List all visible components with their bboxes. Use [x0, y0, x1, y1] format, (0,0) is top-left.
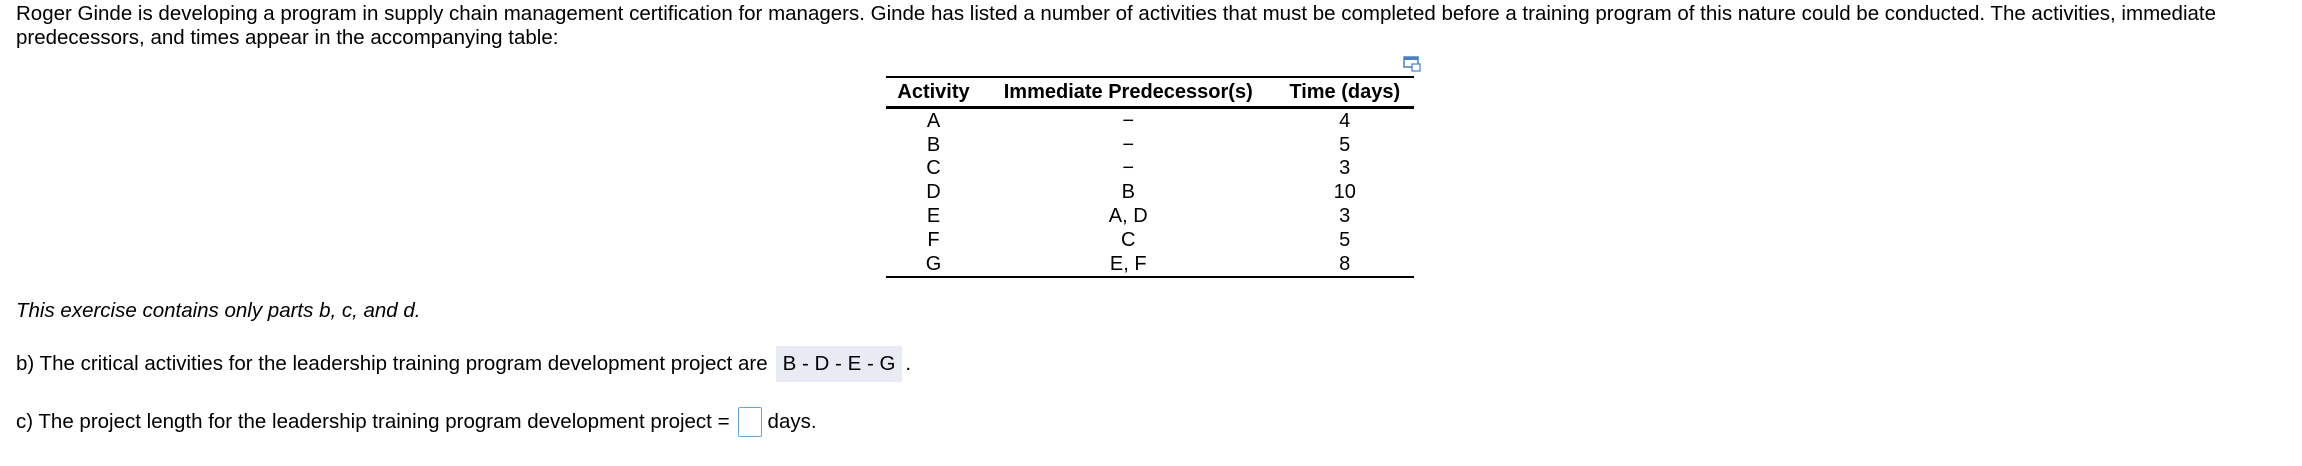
activity-table-container: [886, 76, 1414, 278]
project-length-input[interactable]: [738, 407, 762, 437]
cell-time: 3: [1339, 157, 1351, 180]
cell-predecessors: −: [1122, 133, 1135, 156]
part-c-suffix: days.: [767, 410, 817, 433]
cell-time: 8: [1275, 252, 1414, 277]
part-b-answer[interactable]: B - D - E - G: [776, 346, 903, 382]
cell-activity: F: [927, 228, 940, 251]
cell-time: 5: [1339, 133, 1351, 156]
table-header-row: [886, 77, 1414, 108]
part-b-suffix: .: [905, 352, 912, 375]
cell-predecessors: −: [1122, 109, 1135, 132]
cell-activity: B: [926, 133, 941, 156]
table-row: [886, 157, 1414, 181]
header-activity: Activity: [886, 77, 981, 108]
cell-time: 4: [1339, 109, 1351, 132]
cell-activity: A: [926, 109, 941, 132]
table-row: [886, 252, 1414, 277]
header-predecessors: Immediate Predecessor(s): [981, 77, 1275, 108]
table-row: [886, 204, 1414, 228]
cell-predecessors: C: [1121, 228, 1136, 251]
cell-predecessors: B: [1121, 181, 1135, 204]
cell-predecessors: A, D: [1108, 205, 1148, 228]
table-row: [886, 228, 1414, 252]
cell-predecessors: −: [1122, 157, 1135, 180]
cell-activity: D: [926, 181, 941, 204]
cell-time: 10: [1333, 181, 1356, 204]
table-row: [886, 108, 1414, 133]
part-b-question: [16, 346, 911, 382]
part-b-prompt: b) The critical activities for the leadership training program development project are: [16, 352, 768, 375]
expand-table-icon[interactable]: [1403, 56, 1421, 72]
cell-activity: E: [926, 205, 941, 228]
header-time: Time (days): [1275, 77, 1414, 108]
part-c-question: [16, 405, 817, 439]
cell-time: 3: [1339, 205, 1351, 228]
table-row: [886, 180, 1414, 204]
activity-table: [886, 76, 1414, 278]
part-c-prompt: c) The project length for the leadership training program development project =: [16, 410, 730, 433]
problem-intro: Roger Ginde is developing a program in supply chain management certification for managers. Ginde has listed a number of activities that must be completed before a training program of this nature could be conducted. The activities, immediate predecessors, and times appear in the accompanying table:: [16, 2, 2216, 49]
cell-activity: G: [886, 252, 981, 277]
cell-activity: C: [926, 157, 941, 180]
cell-time: 5: [1339, 228, 1351, 251]
cell-predecessors: E, F: [981, 252, 1275, 277]
exercise-note: This exercise contains only parts b, c, and d.: [16, 299, 421, 322]
table-row: [886, 133, 1414, 157]
